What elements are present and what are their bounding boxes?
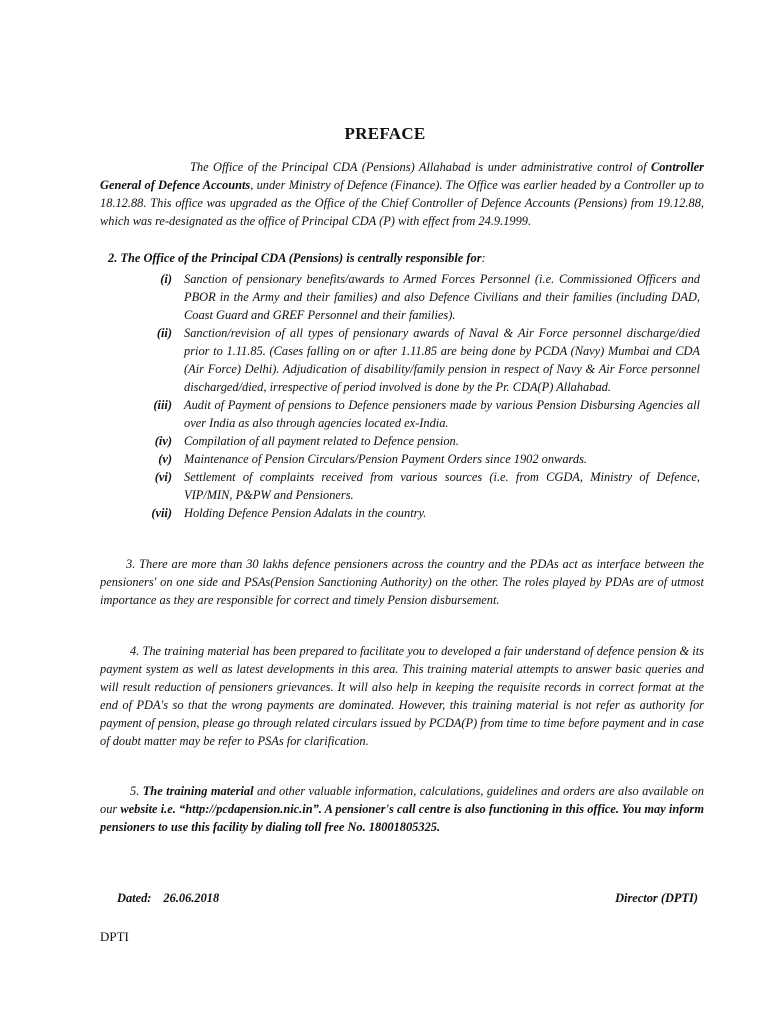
list-item-number: (iii) bbox=[153, 398, 172, 412]
dated-label: Dated: bbox=[117, 891, 152, 905]
list-item-text: Compilation of all payment related to Defence pension. bbox=[184, 434, 459, 448]
paragraph-4-text: 4. The training material has been prepared to facilitate you to developed a fair understand of defence pension & its payment system as well as latest developments in this area. This training material attempts to answer basic queries and will result reduction of pensioners grievances. It will also help in keeping the requisite records in correct format at the end of PDA's so that the wrong payments are dominated. However, this training material is not refer as authority for payment of pension, please go through related circulars issued by PCDA(P) from time to time before payment and in case of doubt matter may be refer to PSAs for clarification. bbox=[100, 644, 704, 748]
page-title: PREFACE bbox=[344, 124, 426, 143]
designation: Director (DPTI) bbox=[615, 891, 698, 905]
intro-paragraph bbox=[100, 158, 704, 230]
list-item-text: Sanction/revision of all types of pensionary awards of Naval & Air Force personnel discharge/died prior to 1.11.85. (Cases falling on or after 1.11.85 are being done by PCDA (Navy) Mumbai and CDA (Air Force) Delhi). Adjudication of disability/family pension in respect of Navy & Air Force personnel discharged/died, irrespective of period involved is done by the Pr. CDA(P) Allahabad. bbox=[184, 326, 700, 394]
list-item bbox=[140, 396, 700, 432]
dated-value: 26.06.2018 bbox=[163, 891, 220, 905]
footer-mark: DPTI bbox=[100, 929, 129, 944]
list-item-text: Settlement of complaints received from various sources (i.e. from CGDA, Ministry of Defence, VIP/MIN, P&PW and Pensioners. bbox=[184, 470, 700, 502]
list-item-number: (i) bbox=[160, 272, 172, 286]
list-item bbox=[140, 468, 700, 504]
paragraph-3 bbox=[100, 555, 704, 609]
list-item-text: Holding Defence Pension Adalats in the country. bbox=[184, 506, 427, 520]
section-2-heading bbox=[108, 249, 486, 267]
list-item-number: (ii) bbox=[156, 326, 172, 340]
list-item bbox=[140, 432, 700, 450]
paragraph-5-number: 5. bbox=[130, 784, 140, 798]
paragraph-5-middle: and other valuable information, calculations, guidelines and orders are also available on our bbox=[100, 784, 705, 816]
paragraph-3-text: 3. There are more than 30 lakhs defence pensioners across the country and the PDAs act as interface between the pensioners' on one side and PSAs(Pension Sanctioning Authority) on the other. The roles played by PDAs are of utmost importance as they are responsible for correct and timely Pension disbursement. bbox=[100, 557, 704, 607]
intro-bold-org: Controller General of Defence Accounts bbox=[100, 160, 704, 192]
section-2-heading-text: 2. The Office of the Principal CDA (Pensions) is centrally responsible for bbox=[108, 251, 482, 265]
paragraph-4 bbox=[100, 642, 704, 750]
list-item bbox=[140, 324, 700, 396]
list-item-text: Maintenance of Pension Circulars/Pension Payment Orders since 1902 onwards. bbox=[184, 452, 587, 466]
dated-line bbox=[117, 891, 219, 906]
list-item-number: (iv) bbox=[154, 434, 172, 448]
list-item bbox=[140, 270, 700, 324]
list-item-text: Audit of Payment of pensions to Defence pensioners made by various Pension Disbursing Agencies all over India as also through agencies located ex-India. bbox=[184, 398, 700, 430]
responsibility-list bbox=[140, 270, 700, 522]
list-item bbox=[140, 504, 700, 522]
paragraph-5 bbox=[100, 782, 704, 836]
list-item-number: (vii) bbox=[151, 506, 172, 520]
paragraph-5-bold-lead: The training material bbox=[142, 784, 254, 798]
intro-lead: The Office of the Principal CDA (Pensions) Allahabad is under administrative control of bbox=[190, 160, 651, 174]
list-item-number: (vi) bbox=[154, 470, 172, 484]
list-item-number: (v) bbox=[158, 452, 172, 466]
section-2-colon: : bbox=[481, 251, 486, 265]
intro-rest: , under Ministry of Defence (Finance). The Office was earlier headed by a Controller up to 18.12.88. This office was upgraded as the Office of the Chief Controller of Defence Accounts (Pensions) from 19.12.88, which was re-designated as the office of Principal CDA (P) with effect from 24.9.1999. bbox=[100, 178, 704, 228]
paragraph-5-bold-website: website i.e. “http://pcdapension.nic.in”. A pensioner's call centre is also functioning in this office. You may inform pensioners to use this facility by dialing toll free No. 18001805325. bbox=[100, 802, 705, 834]
list-item-text: Sanction of pensionary benefits/awards to Armed Forces Personnel (i.e. Commissioned Officers and PBOR in the Army and their families) and also Defence Civilians and their families (including DAD, Coast Guard and GREF Personnel and their families). bbox=[184, 272, 700, 322]
list-item bbox=[140, 450, 700, 468]
